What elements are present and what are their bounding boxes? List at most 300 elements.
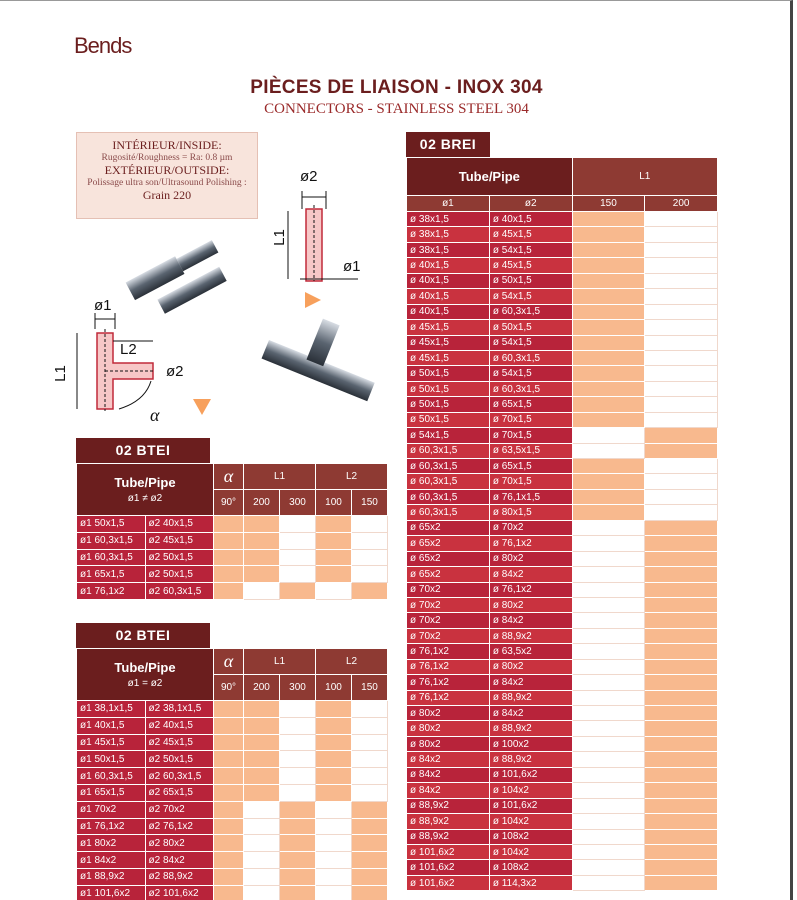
cell-d2: ø 76,1x2 bbox=[489, 536, 572, 551]
tee-d2-label: ø2 bbox=[166, 363, 184, 380]
cell-d2: ø2 50x1,5 bbox=[145, 549, 214, 566]
cell-d2: ø 80x2 bbox=[489, 659, 572, 674]
cell-d2: ø 80x1,5 bbox=[489, 505, 572, 520]
cell-d1: ø 76,1x2 bbox=[407, 659, 490, 674]
cell-d1: ø 101,6x2 bbox=[407, 875, 490, 890]
availability-cell bbox=[645, 798, 718, 813]
cell-d1: ø 76,1x2 bbox=[407, 644, 490, 659]
btei-diff-table bbox=[76, 463, 388, 600]
cell-d1: ø 70x2 bbox=[407, 628, 490, 643]
cell-d1: ø 60,3x1,5 bbox=[407, 459, 490, 474]
alpha-header: α bbox=[214, 649, 244, 675]
cell-d1: ø1 65x1,5 bbox=[77, 784, 146, 801]
table-row bbox=[407, 397, 718, 412]
table-row bbox=[77, 532, 388, 549]
cell-d1: ø 38x1,5 bbox=[407, 212, 490, 227]
availability-cell bbox=[645, 397, 718, 412]
availability-cell bbox=[572, 551, 645, 566]
table-row bbox=[77, 768, 388, 785]
brei-tab: 02 BREI bbox=[406, 132, 490, 157]
brei-col-d2: ø2 bbox=[489, 196, 572, 212]
cell-d2: ø2 84x2 bbox=[145, 852, 214, 869]
availability-cell bbox=[645, 289, 718, 304]
col-300: 300 bbox=[280, 675, 316, 701]
availability-cell bbox=[645, 752, 718, 767]
brei-col-d1: ø1 bbox=[407, 196, 490, 212]
cell-d1: ø 60,3x1,5 bbox=[407, 489, 490, 504]
availability-cell bbox=[572, 489, 645, 504]
table-row bbox=[407, 582, 718, 597]
table-row bbox=[407, 536, 718, 551]
availability-cell bbox=[645, 706, 718, 721]
availability-cell bbox=[645, 428, 718, 443]
availability-cell bbox=[645, 721, 718, 736]
availability-cell bbox=[572, 505, 645, 520]
cell-d2: ø 45x1,5 bbox=[489, 258, 572, 273]
cell-d2: ø2 50x1,5 bbox=[145, 751, 214, 768]
table-row bbox=[407, 721, 718, 736]
page-title: PIÈCES DE LIAISON - INOX 304 bbox=[250, 77, 543, 98]
availability-cell bbox=[645, 783, 718, 798]
availability-cell bbox=[645, 242, 718, 257]
brei-table bbox=[406, 157, 718, 891]
cell-d1: ø 88,9x2 bbox=[407, 814, 490, 829]
availability-cell bbox=[572, 366, 645, 381]
table-row bbox=[407, 428, 718, 443]
brei-col-150: 150 bbox=[572, 196, 645, 212]
cell-d1: ø1 45x1,5 bbox=[77, 734, 146, 751]
tee-schematic bbox=[55, 301, 205, 421]
table-row bbox=[407, 505, 718, 520]
cell-d2: ø 88,9x2 bbox=[489, 690, 572, 705]
table-row bbox=[77, 516, 388, 533]
availability-cell bbox=[572, 767, 645, 782]
table-row bbox=[407, 628, 718, 643]
availability-cell bbox=[645, 335, 718, 350]
brei-l1-header: L1 bbox=[572, 158, 717, 196]
cell-d1: ø1 65x1,5 bbox=[77, 566, 146, 583]
availability-cell bbox=[572, 613, 645, 628]
table-row bbox=[407, 613, 718, 628]
cell-d1: ø 40x1,5 bbox=[407, 258, 490, 273]
cell-d1: ø 60,3x1,5 bbox=[407, 474, 490, 489]
availability-cell bbox=[645, 675, 718, 690]
table-row bbox=[77, 868, 388, 885]
cell-d2: ø 60,3x1,5 bbox=[489, 304, 572, 319]
col-90: 90° bbox=[214, 490, 244, 516]
cell-d2: ø 100x2 bbox=[489, 736, 572, 751]
availability-cell bbox=[572, 273, 645, 288]
table-row bbox=[407, 242, 718, 257]
table-row bbox=[407, 350, 718, 365]
cell-d2: ø 63,5x2 bbox=[489, 644, 572, 659]
availability-cell bbox=[572, 227, 645, 242]
cell-d1: ø1 76,1x2 bbox=[77, 583, 146, 600]
col-100: 100 bbox=[316, 490, 352, 516]
tee-photo bbox=[255, 311, 385, 411]
cell-d1: ø 80x2 bbox=[407, 721, 490, 736]
cell-d2: ø2 50x1,5 bbox=[145, 566, 214, 583]
table-row bbox=[77, 801, 388, 818]
availability-cell bbox=[645, 551, 718, 566]
availability-cell bbox=[572, 412, 645, 427]
availability-cell bbox=[572, 582, 645, 597]
availability-cell bbox=[572, 721, 645, 736]
cell-d2: ø 70x1,5 bbox=[489, 428, 572, 443]
availability-cell bbox=[645, 628, 718, 643]
cell-d1: ø 84x2 bbox=[407, 783, 490, 798]
availability-cell bbox=[645, 567, 718, 582]
cell-d2: ø 84x2 bbox=[489, 675, 572, 690]
cell-d1: ø 45x1,5 bbox=[407, 350, 490, 365]
alpha-header: α bbox=[214, 464, 244, 490]
availability-cell bbox=[572, 659, 645, 674]
cell-d2: ø 76,1x1,5 bbox=[489, 489, 572, 504]
table-row bbox=[407, 767, 718, 782]
table-row bbox=[407, 381, 718, 396]
cell-d1: ø 50x1,5 bbox=[407, 412, 490, 427]
table-row bbox=[407, 567, 718, 582]
btei-diff-tube-header bbox=[77, 464, 214, 516]
table-row bbox=[77, 549, 388, 566]
table-row bbox=[407, 644, 718, 659]
cell-d2: ø 70x2 bbox=[489, 520, 572, 535]
availability-cell bbox=[645, 350, 718, 365]
availability-cell bbox=[572, 350, 645, 365]
cell-d2: ø 54x1,5 bbox=[489, 289, 572, 304]
table-row bbox=[77, 835, 388, 852]
cell-d2: ø 80x2 bbox=[489, 597, 572, 612]
col-90: 90° bbox=[214, 675, 244, 701]
availability-cell bbox=[572, 212, 645, 227]
cell-d1: ø 70x2 bbox=[407, 597, 490, 612]
l1-header: L1 bbox=[244, 649, 316, 675]
table-row bbox=[407, 844, 718, 859]
cell-d1: ø 40x1,5 bbox=[407, 289, 490, 304]
btei-eq-tab: 02 BTEI bbox=[76, 623, 210, 648]
d2-label: ø2 bbox=[300, 168, 318, 185]
availability-cell bbox=[572, 567, 645, 582]
table-row bbox=[407, 814, 718, 829]
availability-cell bbox=[645, 474, 718, 489]
cell-d2: ø 84x2 bbox=[489, 613, 572, 628]
table-row bbox=[407, 459, 718, 474]
cell-d1: ø 70x2 bbox=[407, 582, 490, 597]
cell-d1: ø1 76,1x2 bbox=[77, 818, 146, 835]
availability-cell bbox=[645, 258, 718, 273]
table-row bbox=[407, 273, 718, 288]
availability-cell bbox=[572, 675, 645, 690]
cell-d2: ø 70x1,5 bbox=[489, 412, 572, 427]
cell-d2: ø 65x1,5 bbox=[489, 459, 572, 474]
cell-d2: ø 101,6x2 bbox=[489, 767, 572, 782]
cell-d1: ø1 60,3x1,5 bbox=[77, 549, 146, 566]
availability-cell bbox=[572, 783, 645, 798]
table-row bbox=[407, 227, 718, 242]
availability-cell bbox=[645, 767, 718, 782]
brei-tube-header: Tube/Pipe bbox=[407, 158, 573, 196]
interior-label: INTÉRIEUR/INSIDE: bbox=[112, 138, 222, 152]
cell-d1: ø 60,3x1,5 bbox=[407, 505, 490, 520]
table-row bbox=[407, 335, 718, 350]
tee-l2-label: L2 bbox=[120, 341, 137, 358]
table-row bbox=[407, 736, 718, 751]
cell-d2: ø2 70x2 bbox=[145, 801, 214, 818]
sub-label: ø1 = ø2 bbox=[127, 678, 163, 689]
cell-d2: ø 63,5x1,5 bbox=[489, 443, 572, 458]
cell-d2: ø 80x2 bbox=[489, 551, 572, 566]
cell-d2: ø2 60,3x1,5 bbox=[145, 583, 214, 600]
cell-d1: ø1 50x1,5 bbox=[77, 751, 146, 768]
col-100: 100 bbox=[316, 675, 352, 701]
col-200: 200 bbox=[244, 675, 280, 701]
cell-d2: ø2 88,9x2 bbox=[145, 868, 214, 885]
table-row bbox=[77, 583, 388, 600]
cell-d1: ø 50x1,5 bbox=[407, 366, 490, 381]
exterior-label: EXTÉRIEUR/OUTSIDE: bbox=[104, 163, 230, 177]
cell-d2: ø 101,6x2 bbox=[489, 798, 572, 813]
cell-d1: ø 88,9x2 bbox=[407, 798, 490, 813]
cell-d2: ø 76,1x2 bbox=[489, 582, 572, 597]
availability-cell bbox=[572, 844, 645, 859]
cell-d1: ø1 101,6x2 bbox=[77, 885, 146, 900]
cell-d1: ø1 88,9x2 bbox=[77, 868, 146, 885]
table-row bbox=[407, 875, 718, 890]
availability-cell bbox=[572, 706, 645, 721]
cell-d1: ø 45x1,5 bbox=[407, 320, 490, 335]
availability-cell bbox=[645, 844, 718, 859]
table-row bbox=[77, 734, 388, 751]
cell-d1: ø 84x2 bbox=[407, 752, 490, 767]
l2-header: L2 bbox=[316, 464, 388, 490]
cell-d1: ø 65x2 bbox=[407, 551, 490, 566]
btei-eq-tube-header bbox=[77, 649, 214, 701]
table-row bbox=[407, 443, 718, 458]
cell-d1: ø 76,1x2 bbox=[407, 690, 490, 705]
tee-d1-label: ø1 bbox=[94, 297, 112, 314]
availability-cell bbox=[572, 258, 645, 273]
table-row bbox=[407, 320, 718, 335]
availability-cell bbox=[645, 443, 718, 458]
d1-label: ø1 bbox=[343, 258, 361, 275]
cell-d1: ø 54x1,5 bbox=[407, 428, 490, 443]
sub-label: ø1 ≠ ø2 bbox=[127, 493, 163, 504]
cell-d1: ø 101,6x2 bbox=[407, 844, 490, 859]
cell-d2: ø 50x1,5 bbox=[489, 273, 572, 288]
cell-d2: ø 45x1,5 bbox=[489, 227, 572, 242]
table-row bbox=[407, 489, 718, 504]
btei-eq-table bbox=[76, 648, 388, 900]
cell-d1: ø 38x1,5 bbox=[407, 242, 490, 257]
cell-d2: ø 60,3x1,5 bbox=[489, 350, 572, 365]
table-row bbox=[407, 783, 718, 798]
availability-cell bbox=[572, 289, 645, 304]
availability-cell bbox=[645, 690, 718, 705]
l1-header: L1 bbox=[244, 464, 316, 490]
cell-d1: ø 50x1,5 bbox=[407, 397, 490, 412]
availability-cell bbox=[645, 366, 718, 381]
availability-cell bbox=[572, 474, 645, 489]
availability-cell bbox=[572, 443, 645, 458]
cell-d2: ø2 40x1,5 bbox=[145, 717, 214, 734]
cell-d2: ø2 45x1,5 bbox=[145, 532, 214, 549]
availability-cell bbox=[645, 520, 718, 535]
cell-d2: ø 104x2 bbox=[489, 814, 572, 829]
cell-d2: ø 108x2 bbox=[489, 829, 572, 844]
availability-cell bbox=[645, 597, 718, 612]
cell-d1: ø 88,9x2 bbox=[407, 829, 490, 844]
tube-label: Tube/Pipe bbox=[114, 660, 176, 675]
availability-cell bbox=[645, 412, 718, 427]
cell-d2: ø2 101,6x2 bbox=[145, 885, 214, 900]
brei-col-200: 200 bbox=[645, 196, 718, 212]
availability-cell bbox=[572, 320, 645, 335]
cell-d2: ø 60,3x1,5 bbox=[489, 381, 572, 396]
availability-cell bbox=[572, 520, 645, 535]
table-row bbox=[407, 829, 718, 844]
availability-cell bbox=[645, 644, 718, 659]
table-row bbox=[407, 551, 718, 566]
cell-d1: ø 40x1,5 bbox=[407, 273, 490, 288]
cell-d1: ø 84x2 bbox=[407, 767, 490, 782]
table-row bbox=[407, 520, 718, 535]
cell-d1: ø 45x1,5 bbox=[407, 335, 490, 350]
availability-cell bbox=[645, 212, 718, 227]
table-row bbox=[407, 304, 718, 319]
cell-d2: ø 114,3x2 bbox=[489, 875, 572, 890]
cell-d1: ø 65x2 bbox=[407, 536, 490, 551]
availability-cell bbox=[572, 690, 645, 705]
table-row bbox=[407, 798, 718, 813]
table-row bbox=[77, 818, 388, 835]
cell-d2: ø 54x1,5 bbox=[489, 366, 572, 381]
cell-d1: ø1 84x2 bbox=[77, 852, 146, 869]
cell-d2: ø2 80x2 bbox=[145, 835, 214, 852]
availability-cell bbox=[645, 582, 718, 597]
roughness-label: Rugosité/Roughness = Ra: 0.8 µm bbox=[101, 152, 233, 163]
availability-cell bbox=[645, 829, 718, 844]
table-row bbox=[77, 852, 388, 869]
cell-d1: ø1 60,3x1,5 bbox=[77, 532, 146, 549]
finish-info-box bbox=[76, 132, 258, 219]
table-row bbox=[77, 784, 388, 801]
cell-d2: ø 54x1,5 bbox=[489, 242, 572, 257]
arrow-down-icon bbox=[193, 399, 211, 415]
table-row bbox=[407, 597, 718, 612]
table-row bbox=[407, 474, 718, 489]
availability-cell bbox=[572, 860, 645, 875]
l2-header: L2 bbox=[316, 649, 388, 675]
availability-cell bbox=[572, 798, 645, 813]
cell-d2: ø2 40x1,5 bbox=[145, 516, 214, 533]
table-row bbox=[407, 860, 718, 875]
cell-d1: ø 38x1,5 bbox=[407, 227, 490, 242]
cell-d2: ø 70x1,5 bbox=[489, 474, 572, 489]
cell-d1: ø1 38,1x1,5 bbox=[77, 701, 146, 718]
availability-cell bbox=[572, 752, 645, 767]
cell-d2: ø 88,9x2 bbox=[489, 628, 572, 643]
table-row bbox=[407, 289, 718, 304]
availability-cell bbox=[572, 829, 645, 844]
availability-cell bbox=[572, 736, 645, 751]
availability-cell bbox=[645, 613, 718, 628]
availability-cell bbox=[572, 428, 645, 443]
availability-cell bbox=[645, 227, 718, 242]
table-row bbox=[77, 566, 388, 583]
cell-d2: ø2 65x1,5 bbox=[145, 784, 214, 801]
availability-cell bbox=[572, 381, 645, 396]
table-row bbox=[77, 717, 388, 734]
availability-cell bbox=[572, 335, 645, 350]
cell-d2: ø 40x1,5 bbox=[489, 212, 572, 227]
availability-cell bbox=[572, 875, 645, 890]
cell-d2: ø 88,9x2 bbox=[489, 721, 572, 736]
availability-cell bbox=[645, 659, 718, 674]
cell-d2: ø 50x1,5 bbox=[489, 320, 572, 335]
l1-label: L1 bbox=[270, 229, 288, 246]
availability-cell bbox=[645, 505, 718, 520]
cell-d1: ø 65x2 bbox=[407, 567, 490, 582]
availability-cell bbox=[572, 536, 645, 551]
tube-label: Tube/Pipe bbox=[114, 475, 176, 490]
cell-d1: ø 80x2 bbox=[407, 706, 490, 721]
tee-l1-label: L1 bbox=[51, 365, 69, 382]
cell-d1: ø 65x2 bbox=[407, 520, 490, 535]
cell-d2: ø 108x2 bbox=[489, 860, 572, 875]
table-row bbox=[407, 690, 718, 705]
table-row bbox=[77, 701, 388, 718]
table-row bbox=[77, 885, 388, 900]
cell-d1: ø1 50x1,5 bbox=[77, 516, 146, 533]
cell-d2: ø 65x1,5 bbox=[489, 397, 572, 412]
arrow-right-icon bbox=[305, 292, 321, 308]
cell-d2: ø 104x2 bbox=[489, 844, 572, 859]
availability-cell bbox=[645, 273, 718, 288]
availability-cell bbox=[572, 628, 645, 643]
section-tag: Bends bbox=[74, 33, 132, 58]
cell-d1: ø1 60,3x1,5 bbox=[77, 768, 146, 785]
availability-cell bbox=[645, 304, 718, 319]
availability-cell bbox=[572, 597, 645, 612]
availability-cell bbox=[572, 814, 645, 829]
availability-cell bbox=[572, 397, 645, 412]
cell-d2: ø2 60,3x1,5 bbox=[145, 768, 214, 785]
cell-d1: ø 80x2 bbox=[407, 736, 490, 751]
table-row bbox=[407, 258, 718, 273]
cell-d1: ø 101,6x2 bbox=[407, 860, 490, 875]
availability-cell bbox=[645, 860, 718, 875]
cell-d2: ø 84x2 bbox=[489, 706, 572, 721]
table-row bbox=[407, 675, 718, 690]
cell-d1: ø1 80x2 bbox=[77, 835, 146, 852]
table-row bbox=[407, 412, 718, 427]
cell-d1: ø 60,3x1,5 bbox=[407, 443, 490, 458]
availability-cell bbox=[572, 242, 645, 257]
availability-cell bbox=[645, 489, 718, 504]
col-300: 300 bbox=[280, 490, 316, 516]
polish-label: Polissage ultra son/Ultrasound Polishing : bbox=[87, 177, 247, 188]
table-row bbox=[407, 706, 718, 721]
cell-d2: ø 54x1,5 bbox=[489, 335, 572, 350]
page-subtitle: CONNECTORS - STAINLESS STEEL 304 bbox=[264, 101, 529, 117]
availability-cell bbox=[645, 536, 718, 551]
btei-diff-tab: 02 BTEI bbox=[76, 438, 210, 463]
cell-d2: ø 104x2 bbox=[489, 783, 572, 798]
availability-cell bbox=[645, 875, 718, 890]
cell-d1: ø 76,1x2 bbox=[407, 675, 490, 690]
availability-cell bbox=[645, 459, 718, 474]
grain-label: Grain 220 bbox=[142, 188, 192, 202]
